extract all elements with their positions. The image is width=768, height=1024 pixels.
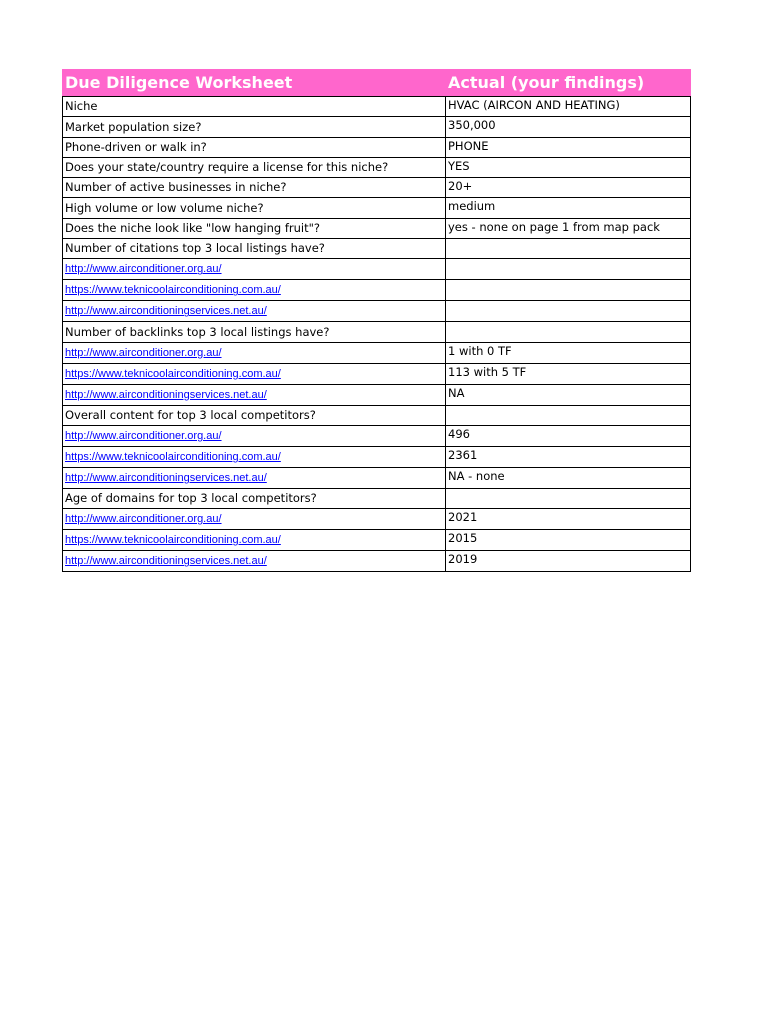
finding-cell[interactable] (446, 137, 691, 157)
table-row (63, 530, 691, 551)
question-cell (63, 384, 446, 405)
table-row (63, 425, 691, 446)
question-cell (63, 97, 446, 117)
question-cell (63, 405, 446, 425)
question-cell (63, 530, 446, 551)
question-label: Age of domains for top 3 local competitors? (65, 491, 317, 506)
finding-cell[interactable] (446, 117, 691, 137)
competitor-link[interactable]: http://www.airconditioner.org.au/ (65, 263, 222, 276)
question-cell (63, 551, 446, 572)
finding-cell[interactable] (446, 322, 691, 342)
table-row (63, 239, 691, 259)
table-row (63, 178, 691, 198)
table-row (63, 446, 691, 467)
finding-value: PHONE (448, 138, 489, 153)
competitor-link[interactable]: http://www.airconditioner.org.au/ (65, 429, 222, 442)
table-row (63, 342, 691, 363)
question-cell (63, 178, 446, 198)
question-label: Does the niche look like "low hanging fruit"? (65, 221, 321, 236)
finding-value: 1 with 0 TF (448, 343, 512, 358)
finding-cell[interactable] (446, 301, 691, 322)
actual-findings-heading: Actual (your findings) (446, 70, 691, 97)
finding-value: NA - none (448, 468, 505, 483)
table-row (63, 97, 691, 117)
question-cell (63, 363, 446, 384)
worksheet-title: Due Diligence Worksheet (63, 70, 446, 97)
table-row (63, 488, 691, 508)
finding-value: YES (448, 158, 470, 173)
competitor-link[interactable]: http://www.airconditioner.org.au/ (65, 513, 222, 526)
finding-cell[interactable] (446, 97, 691, 117)
worksheet-table (62, 69, 691, 572)
question-label: High volume or low volume niche? (65, 200, 264, 215)
finding-cell[interactable] (446, 259, 691, 280)
finding-value: yes - none on page 1 from map pack (448, 219, 660, 234)
competitor-link[interactable]: http://www.airconditioner.org.au/ (65, 346, 222, 359)
question-cell (63, 509, 446, 530)
question-label: Phone-driven or walk in? (65, 139, 207, 154)
table-row (63, 301, 691, 322)
question-label: Number of citations top 3 local listings have? (65, 241, 325, 256)
competitor-link[interactable]: https://www.teknicoolairconditioning.com.au/ (65, 367, 281, 380)
question-label: Does your state/country require a license for this niche? (65, 160, 389, 175)
table-row (63, 117, 691, 137)
question-cell (63, 280, 446, 301)
question-label: Number of active businesses in niche? (65, 180, 287, 195)
finding-value: 2015 (448, 531, 478, 546)
finding-cell[interactable] (446, 467, 691, 488)
finding-cell[interactable] (446, 363, 691, 384)
finding-cell[interactable] (446, 157, 691, 177)
question-cell (63, 322, 446, 342)
question-cell (63, 239, 446, 259)
question-cell (63, 342, 446, 363)
competitor-link[interactable]: http://www.airconditioningservices.net.au/ (65, 471, 267, 484)
table-row (63, 467, 691, 488)
question-cell (63, 218, 446, 238)
table-row (63, 363, 691, 384)
finding-value: 113 with 5 TF (448, 364, 527, 379)
question-cell (63, 137, 446, 157)
finding-cell[interactable] (446, 280, 691, 301)
table-row (63, 405, 691, 425)
competitor-link[interactable]: http://www.airconditioningservices.net.au/ (65, 388, 267, 401)
question-label: Market population size? (65, 119, 202, 134)
table-row (63, 137, 691, 157)
finding-cell[interactable] (446, 509, 691, 530)
finding-cell[interactable] (446, 488, 691, 508)
question-cell (63, 157, 446, 177)
finding-cell[interactable] (446, 425, 691, 446)
competitor-link[interactable]: http://www.airconditioningservices.net.au/ (65, 555, 267, 568)
finding-value: HVAC (AIRCON AND HEATING) (448, 98, 620, 112)
table-row (63, 218, 691, 238)
table-row (63, 198, 691, 218)
question-cell (63, 198, 446, 218)
finding-cell[interactable] (446, 178, 691, 198)
question-label: Number of backlinks top 3 local listings have? (65, 324, 330, 339)
finding-cell[interactable] (446, 384, 691, 405)
table-row (63, 384, 691, 405)
question-label: Niche (65, 99, 98, 114)
finding-cell[interactable] (446, 405, 691, 425)
finding-cell[interactable] (446, 342, 691, 363)
question-cell (63, 117, 446, 137)
finding-value: NA (448, 385, 465, 400)
finding-cell[interactable] (446, 198, 691, 218)
question-cell (63, 425, 446, 446)
finding-value: 20+ (448, 179, 473, 194)
table-row (63, 551, 691, 572)
question-label: Overall content for top 3 local competitors? (65, 407, 316, 422)
table-row (63, 509, 691, 530)
worksheet-body (63, 70, 691, 572)
finding-cell[interactable] (446, 239, 691, 259)
finding-value: 2019 (448, 552, 478, 567)
finding-value: 2021 (448, 510, 478, 525)
finding-cell[interactable] (446, 530, 691, 551)
finding-value: 2361 (448, 447, 478, 462)
finding-cell[interactable] (446, 446, 691, 467)
question-cell (63, 259, 446, 280)
question-cell (63, 301, 446, 322)
finding-value: 350,000 (448, 118, 496, 133)
table-row (63, 157, 691, 177)
table-row (63, 280, 691, 301)
question-cell (63, 467, 446, 488)
finding-value: medium (448, 199, 496, 214)
finding-cell[interactable] (446, 551, 691, 572)
question-cell (63, 446, 446, 467)
table-row (63, 322, 691, 342)
competitor-link[interactable]: https://www.teknicoolairconditioning.com.au/ (65, 450, 281, 463)
competitor-link[interactable]: http://www.airconditioningservices.net.au/ (65, 305, 267, 318)
header-row (63, 70, 691, 97)
competitor-link[interactable]: https://www.teknicoolairconditioning.com.au/ (65, 284, 281, 297)
finding-value: 496 (448, 426, 470, 441)
finding-cell[interactable] (446, 218, 691, 238)
table-row (63, 259, 691, 280)
competitor-link[interactable]: https://www.teknicoolairconditioning.com.au/ (65, 534, 281, 547)
question-cell (63, 488, 446, 508)
